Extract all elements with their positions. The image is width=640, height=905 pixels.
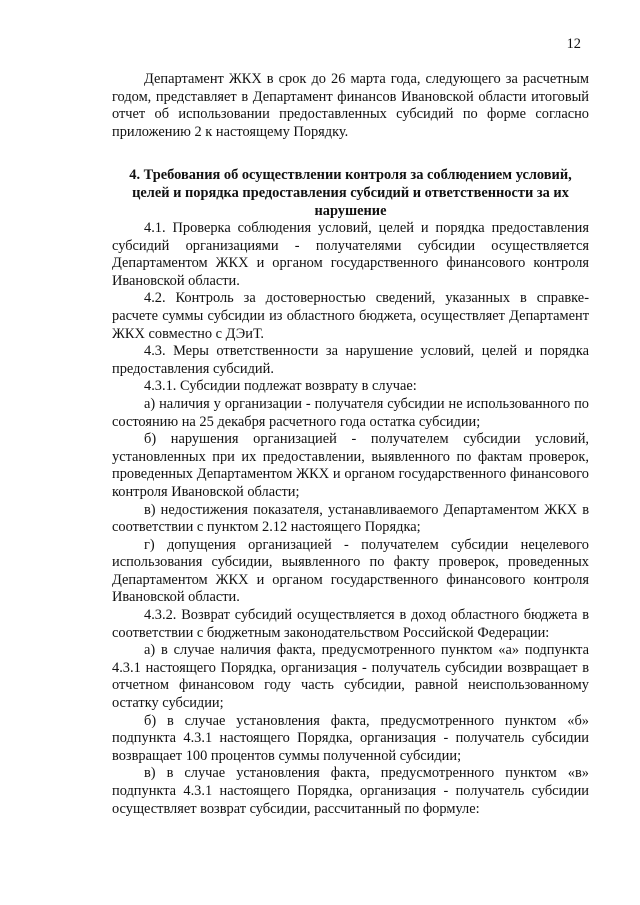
intro-paragraph: Департамент ЖКХ в срок до 26 марта года, следующего за расчетным годом, представляет в Департамент финансов Ивановской области итоговый отчет об использовании предоставленных субсидий по форме согласно приложению 2 к настоящему Порядку. [112,71,589,140]
section-body [112,220,589,818]
paragraph-4-3-1-b: б) нарушения организацией - получателем субсидии условий, установленных при их предоставлении, выявленного по фактам проверок, проведенных Департаментом ЖКХ и органом государственного финансового контроля Ивановской области; [112,431,589,500]
paragraph-4-3-1-v: в) недостижения показателя, устанавливаемого Департаментом ЖКХ в соответствии с пунктом 2.12 настоящего Порядка; [112,501,589,536]
paragraph-4-3-2-v: в) в случае установления факта, предусмотренного пунктом «в» подпункта 4.3.1 настоящего Порядка, организация - получатель субсидии осуществляет возврат субсидии, рассчитанный по формуле: [112,765,589,817]
paragraph-4-3-1-a: а) наличия у организации - получателя субсидии не использованного по состоянию на 25 декабря расчетного года остатка субсидии; [112,395,589,430]
paragraph-4-3: 4.3. Меры ответственности за нарушение условий, целей и порядка предоставления субсидий. [112,343,589,377]
paragraph-4-2: 4.2. Контроль за достоверностью сведений, указанных в справке-расчете суммы субсидии из областного бюджета, осуществляет Департамент ЖКХ совместно с ДЭиТ. [112,290,589,342]
intro-block [112,71,589,141]
paragraph-4-3-1-g: г) допущения организацией - получателем субсидии нецелевого использования субсидии, выявленного по факту проверок, проведенных Департаментом ЖКХ и органом государственного финансового контроля Ивановской области. [112,536,589,606]
section-heading: 4. Требования об осуществлении контроля за соблюдением условий, целей и порядка предоставления субсидий и ответственности за их нарушение [129,167,572,219]
paragraph-4-3-2-a: а) в случае наличия факта, предусмотренного пунктом «а» подпункта 4.3.1 настоящего Порядка, организация - получатель субсидии возвращает в отчетном финансовом году часть субсидии, равной неиспользованному остатку субсидии; [112,642,589,712]
paragraph-4-3-2-b: б) в случае установления факта, предусмотренного пунктом «б» подпункта 4.3.1 настоящего Порядка, организация - получатель субсидии возвращает 100 процентов суммы полученной субсидии; [112,712,589,764]
page-number: 12 [566,36,581,52]
paragraph-4-3-2: 4.3.2. Возврат субсидий осуществляется в доход областного бюджета в соответствии с бюджетным законодательством Российской Федерации: [112,607,589,641]
paragraph-4-1: 4.1. Проверка соблюдения условий, целей и порядка предоставления субсидий организациями - получателями субсидии осуществляется Департаментом ЖКХ и органом государственного финансового контроля Ивановской области. [112,220,589,289]
paragraph-4-3-1: 4.3.1. Субсидии подлежат возврату в случае: [144,378,417,395]
